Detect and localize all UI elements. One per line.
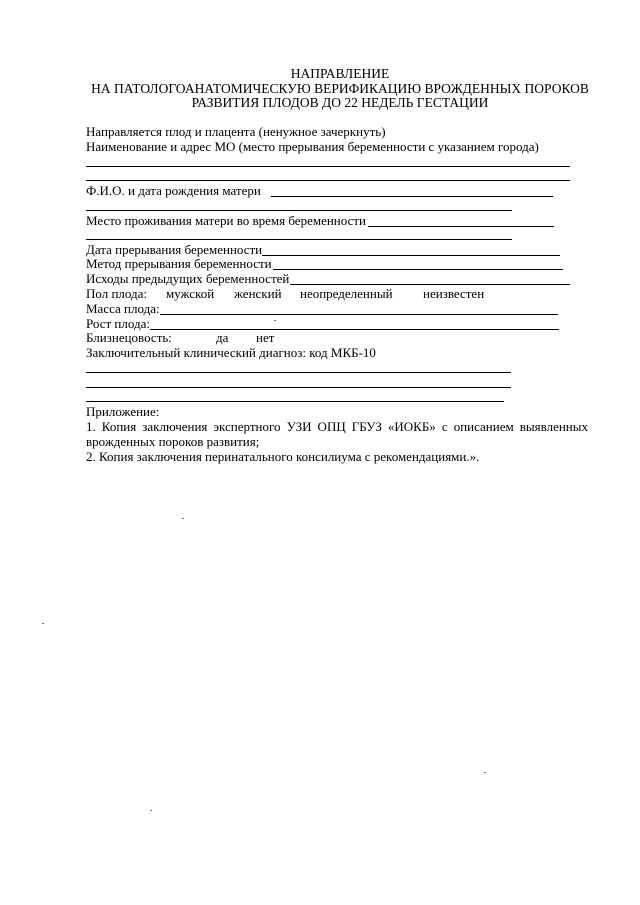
fetus-sex-label: Пол плода: <box>86 286 148 301</box>
appendix-item-2: 2. Копия заключения перинатального консилиума с рекомендациями.». <box>86 449 480 464</box>
sex-option-undetermined: неопределенный <box>300 286 393 301</box>
sex-option-male: мужской <box>166 286 215 301</box>
mo-name-fill-line-2 <box>86 180 570 181</box>
diagnosis-fill-line-1 <box>86 372 511 373</box>
appendix-title: Приложение: <box>86 404 160 419</box>
mother-name-fill-line <box>271 196 553 197</box>
scan-speck <box>274 320 276 321</box>
form-subtitle-line2: РАЗВИТИЯ ПЛОДОВ ДО 22 НЕДЕЛЬ ГЕСТАЦИИ <box>191 95 489 110</box>
residence-label: Место проживания матери во время беременности <box>86 213 366 228</box>
termination-method-label: Метод прерывания беременности <box>86 256 272 271</box>
termination-method-fill-line <box>273 269 563 270</box>
previous-outcomes-fill-line <box>290 284 570 285</box>
form-subtitle-line1: НА ПАТОЛОГОАНАТОМИЧЕСКУЮ ВЕРИФИКАЦИЮ ВРОЖДЕННЫХ ПОРОКОВ <box>91 81 589 96</box>
twins-option-no: нет <box>256 330 275 345</box>
scan-speck <box>42 623 44 624</box>
diagnosis-fill-line-3 <box>86 401 504 402</box>
twins-label: Близнецовость: <box>86 330 172 345</box>
mo-name-label: Наименование и адрес МО (место прерывания беременности с указанием города) <box>86 139 539 154</box>
fetus-mass-fill-line <box>160 314 558 315</box>
mo-name-fill-line-1 <box>86 166 570 167</box>
appendix-item-1-continued: врожденных пороков развития; <box>86 434 260 449</box>
fetus-height-fill-line <box>150 329 559 330</box>
fetus-height-label: Рост плода: <box>86 316 150 331</box>
previous-outcomes-label: Исходы предыдущих беременностей <box>86 271 290 286</box>
termination-date-label: Дата прерывания беременности <box>86 242 263 257</box>
fetus-mass-label: Масса плода: <box>86 301 160 316</box>
sent-label: Направляется плод и плацента (ненужное зачеркнуть) <box>86 124 386 139</box>
residence-fill-line <box>368 226 554 227</box>
form-title: НАПРАВЛЕНИЕ <box>290 66 390 81</box>
mother-name-fill-line-2 <box>86 210 512 211</box>
residence-fill-line-2 <box>86 239 512 240</box>
scan-speck <box>182 518 184 519</box>
scan-speck <box>484 772 486 773</box>
scan-speck <box>150 810 152 811</box>
twins-option-yes: да <box>216 330 229 345</box>
sex-option-unknown: неизвестен <box>423 286 485 301</box>
sex-option-female: женский <box>234 286 282 301</box>
diagnosis-label: Заключительный клинический диагноз: код МКБ-10 <box>86 345 376 360</box>
termination-date-fill-line <box>262 255 560 256</box>
mother-name-label: Ф.И.О. и дата рождения матери <box>86 183 261 198</box>
diagnosis-fill-line-2 <box>86 387 511 388</box>
appendix-item-1: 1. Копия заключения экспертного УЗИ ОПЦ ГБУЗ «ИОКБ» с описанием выявленных <box>86 419 588 434</box>
